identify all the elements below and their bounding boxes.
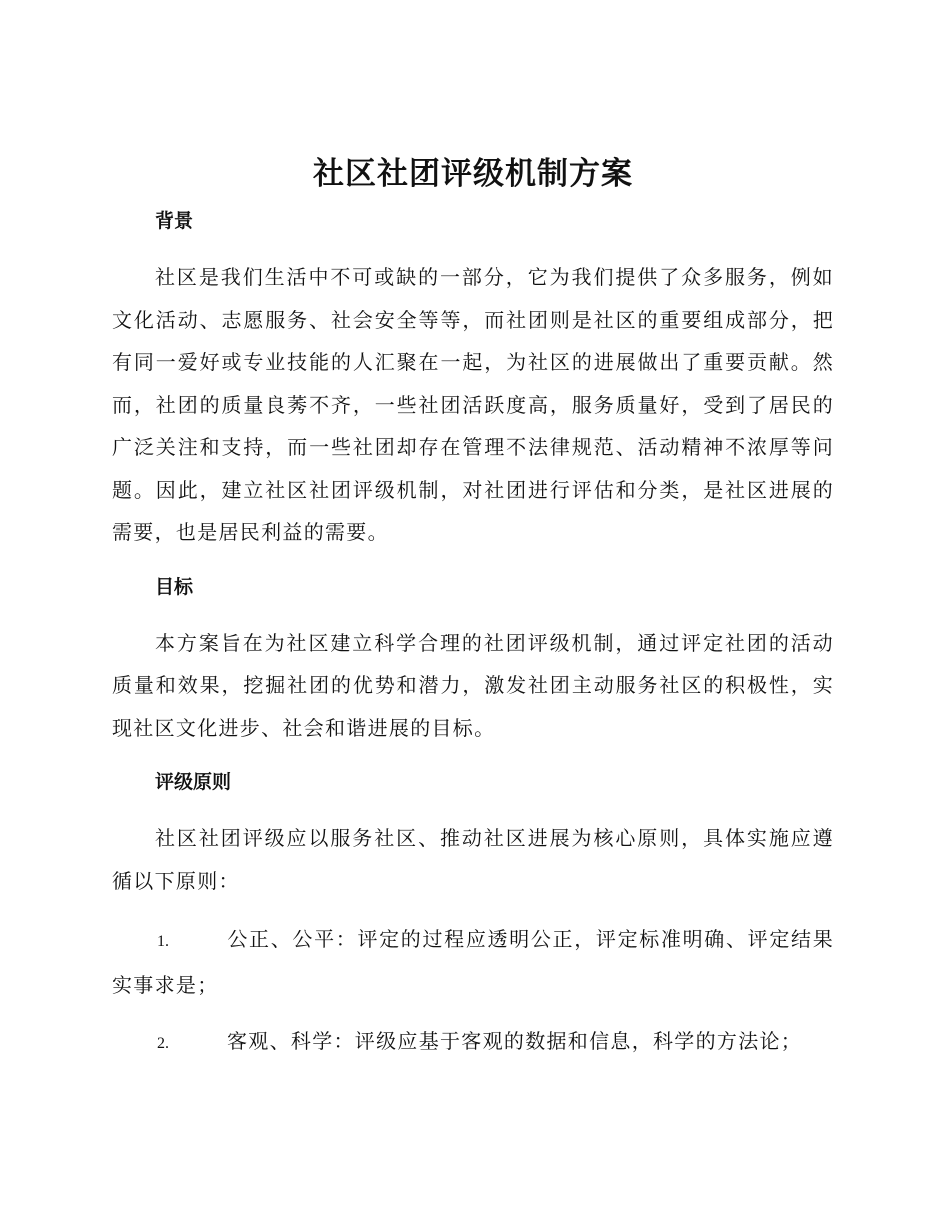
list-item-number: 1. [157, 933, 169, 950]
paragraph-goal: 本方案旨在为社区建立科学合理的社团评级机制，通过评定社团的活动质量和效果，挖掘社团的优势和潜力，激发社团主动服务社区的积极性，实现社区文化进步、社会和谐进展的目标。 [112, 630, 834, 740]
list-item [112, 1020, 834, 1066]
list-item-text: 客观、科学：评级应基于客观的数据和信息，科学的方法论； [227, 1029, 803, 1053]
section-background [112, 204, 834, 554]
paragraph-principles-intro: 社区社团评级应以服务社区、推动社区进展为核心原则，具体实施应遵循以下原则： [112, 826, 834, 893]
paragraph-background: 社区是我们生活中不可或缺的一部分，它为我们提供了众多服务，例如文化活动、志愿服务、社会安全等等，而社团则是社区的重要组成部分，把有同一爱好或专业技能的人汇聚在一起，为社区的进展做出了重要贡献。然而，社团的质量良莠不齐，一些社团活跃度高，服务质量好，受到了居民的广泛关注和支持，而一些社团却存在管理不法律规范、活动精神不浓厚等问题。因此，建立社区社团评级机制，对社团进行评估和分类，是社区进展的需要，也是居民利益的需要。 [112, 265, 834, 544]
section-heading-background: 背景 [155, 210, 194, 232]
section-goal [112, 570, 834, 750]
document-page [112, 148, 834, 1080]
section-principles [112, 765, 834, 1066]
section-heading-principles: 评级原则 [155, 771, 232, 793]
list-item-text: 公正、公平：评定的过程应透明公正，评定标准明确、评定结果实事求是； [112, 927, 834, 997]
list-item [112, 918, 834, 1006]
document-title: 社区社团评级机制方案 [313, 156, 633, 192]
list-item-number: 2. [157, 1035, 169, 1052]
section-heading-goal: 目标 [155, 575, 194, 598]
